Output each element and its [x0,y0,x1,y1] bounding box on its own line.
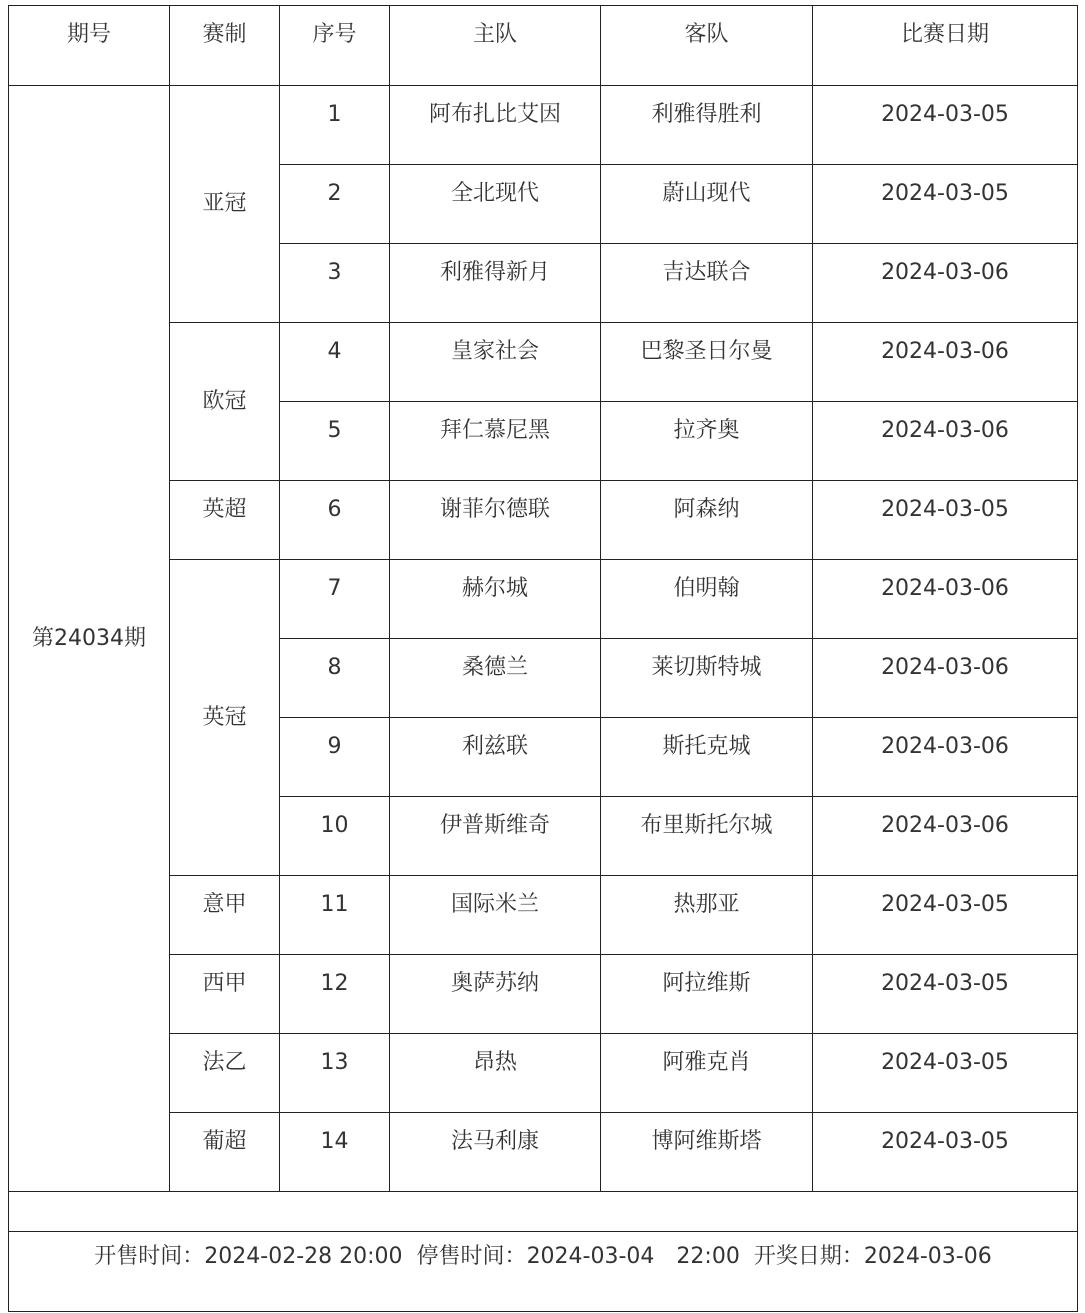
match-date: 2024-03-05 [813,481,1078,560]
match-index: 9 [280,718,390,797]
match-date: 2024-03-06 [813,718,1078,797]
away-team: 蔚山现代 [601,165,813,244]
match-index: 14 [280,1113,390,1192]
match-row [9,86,1078,165]
home-team: 奥萨苏纳 [390,955,601,1034]
away-team: 吉达联合 [601,244,813,323]
home-team: 昂热 [390,1034,601,1113]
competition-cell: 意甲 [170,876,280,955]
home-team: 拜仁慕尼黑 [390,402,601,481]
match-date: 2024-03-06 [813,560,1078,639]
home-team: 全北现代 [390,165,601,244]
blank-cell [9,1192,1078,1232]
match-date: 2024-03-06 [813,323,1078,402]
home-team: 利兹联 [390,718,601,797]
home-team: 国际米兰 [390,876,601,955]
header-home-team: 主队 [390,6,601,86]
away-team: 布里斯托尔城 [601,797,813,876]
competition-cell: 法乙 [170,1034,280,1113]
match-index: 11 [280,876,390,955]
away-team: 斯托克城 [601,718,813,797]
away-team: 热那亚 [601,876,813,955]
match-row [9,1034,1078,1113]
match-row [9,323,1078,402]
away-team: 阿雅克肖 [601,1034,813,1113]
competition-cell: 西甲 [170,955,280,1034]
match-row [9,560,1078,639]
match-index: 13 [280,1034,390,1113]
match-row [9,481,1078,560]
match-date: 2024-03-06 [813,797,1078,876]
competition-cell: 葡超 [170,1113,280,1192]
match-date: 2024-03-05 [813,876,1078,955]
match-date: 2024-03-05 [813,1113,1078,1192]
match-date: 2024-03-05 [813,86,1078,165]
blank-row [9,1192,1078,1232]
away-team: 阿森纳 [601,481,813,560]
draw-date-label: 开奖日期： [753,1244,864,1269]
match-index: 7 [280,560,390,639]
away-team: 伯明翰 [601,560,813,639]
header-period: 期号 [9,6,170,86]
away-team: 莱切斯特城 [601,639,813,718]
sale-stop-value: 2024-03-04 22:00 [526,1244,740,1269]
match-index: 6 [280,481,390,560]
home-team: 谢菲尔德联 [390,481,601,560]
header-index: 序号 [280,6,390,86]
match-index: 5 [280,402,390,481]
match-index: 8 [280,639,390,718]
match-row [9,876,1078,955]
match-index: 12 [280,955,390,1034]
draw-date-value: 2024-03-06 [863,1244,992,1269]
match-index: 2 [280,165,390,244]
home-team: 法马利康 [390,1113,601,1192]
home-team: 利雅得新月 [390,244,601,323]
competition-cell: 亚冠 [170,86,280,323]
away-team: 巴黎圣日尔曼 [601,323,813,402]
match-date: 2024-03-06 [813,402,1078,481]
competition-cell: 欧冠 [170,323,280,481]
header-competition: 赛制 [170,6,280,86]
competition-cell: 英超 [170,481,280,560]
match-date: 2024-03-05 [813,165,1078,244]
header-away-team: 客队 [601,6,813,86]
match-index: 10 [280,797,390,876]
home-team: 阿布扎比艾因 [390,86,601,165]
sale-start-label: 开售时间： [94,1244,205,1269]
header-row [9,6,1078,86]
away-team: 阿拉维斯 [601,955,813,1034]
match-index: 4 [280,323,390,402]
match-date: 2024-03-06 [813,244,1078,323]
match-schedule-table [8,5,1078,1312]
match-date: 2024-03-05 [813,1034,1078,1113]
competition-cell: 英冠 [170,560,280,876]
match-index: 3 [280,244,390,323]
home-team: 伊普斯维奇 [390,797,601,876]
match-index: 1 [280,86,390,165]
away-team: 利雅得胜利 [601,86,813,165]
home-team: 皇家社会 [390,323,601,402]
home-team: 桑德兰 [390,639,601,718]
home-team: 赫尔城 [390,560,601,639]
sale-stop-label: 停售时间： [416,1244,527,1269]
header-match-date: 比赛日期 [813,6,1078,86]
match-date: 2024-03-05 [813,955,1078,1034]
sale-info-cell [9,1232,1078,1312]
match-date: 2024-03-06 [813,639,1078,718]
away-team: 拉齐奥 [601,402,813,481]
sale-info-row [9,1232,1078,1312]
match-row [9,1113,1078,1192]
match-row [9,955,1078,1034]
period-cell: 第24034期 [9,86,170,1192]
away-team: 博阿维斯塔 [601,1113,813,1192]
sale-start-value: 2024-02-28 20:00 [204,1244,403,1269]
